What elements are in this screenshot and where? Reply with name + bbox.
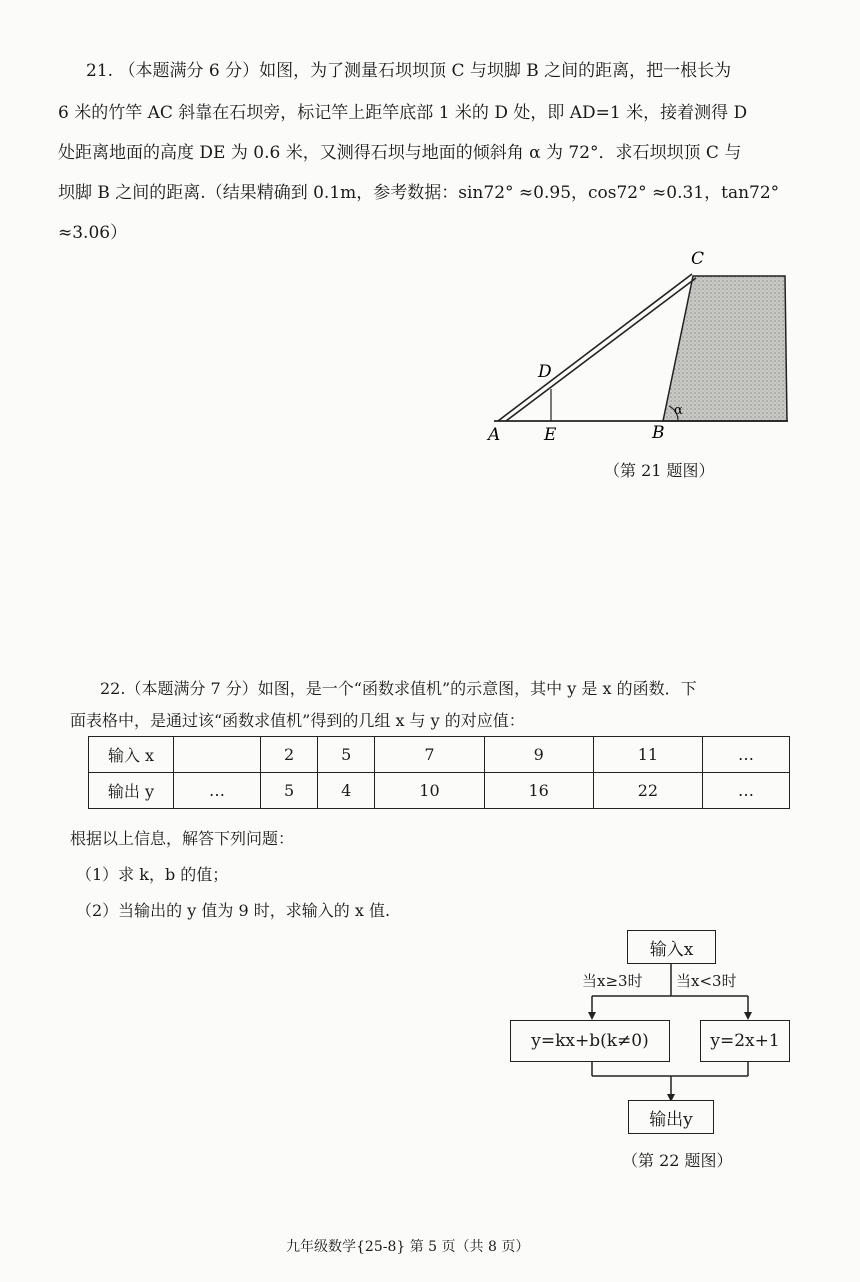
table-cell: 输出 y xyxy=(89,773,174,809)
q22-line-2: 面表格中，是通过该“函数求值机”得到的几组 x 与 y 的对应值： xyxy=(70,711,525,730)
table-cell: 输入 x xyxy=(89,737,174,773)
table-row-output xyxy=(89,773,790,809)
label-b: B xyxy=(652,423,665,443)
flow-left-box: y=kx+b(k≠0) xyxy=(510,1020,670,1062)
flow-branch-left: 当x≥3时 xyxy=(582,972,643,990)
table-cell: 5 xyxy=(318,737,375,773)
table-cell: 22 xyxy=(593,773,702,809)
pole-line-1 xyxy=(498,274,692,421)
table-cell: 9 xyxy=(484,737,593,773)
table-cell: 5 xyxy=(260,773,317,809)
q21-line-3: 处距离地面的高度 DE 为 0.6 米，又测得石坝与地面的倾斜角 α 为 72°．求石坝坝顶 C 与 xyxy=(58,143,742,163)
table-row-input xyxy=(89,737,790,773)
table-cell: 11 xyxy=(593,737,702,773)
table-cell: 4 xyxy=(318,773,375,809)
q21-line-2: 6 米的竹竿 AC 斜靠在石坝旁，标记竿上距竿底部 1 米的 D 处，即 AD=1 米，接着测得 D xyxy=(58,103,748,123)
io-table xyxy=(88,736,790,809)
table-cell: … xyxy=(703,773,790,809)
q21-figure xyxy=(470,240,810,450)
table-cell: … xyxy=(703,737,790,773)
table-cell: 10 xyxy=(375,773,484,809)
q22-sub-1: （1）求 k，b 的值； xyxy=(76,865,229,884)
flow-branch-right: 当x<3时 xyxy=(676,972,737,990)
table-cell xyxy=(174,737,261,773)
q21-line-1: 21. （本题满分 6 分）如图，为了测量石坝坝顶 C 与坝脚 B 之间的距离，把一根长为 xyxy=(86,61,732,81)
q21-line-5: ≈3.06） xyxy=(58,223,128,243)
label-e: E xyxy=(544,425,557,445)
table-cell: … xyxy=(174,773,261,809)
q22-after-table: 根据以上信息，解答下列问题： xyxy=(70,829,295,848)
table-cell: 2 xyxy=(260,737,317,773)
table-cell: 7 xyxy=(375,737,484,773)
label-c: C xyxy=(691,249,705,269)
flow-output-box: 输出y xyxy=(628,1100,714,1134)
flow-right-box: y=2x+1 xyxy=(700,1020,790,1062)
label-alpha: α xyxy=(674,403,683,418)
flow-input-box: 输入x xyxy=(627,930,716,964)
table-cell: 16 xyxy=(484,773,593,809)
q22-caption: （第 22 题图） xyxy=(622,1151,733,1170)
page-footer: 九年级数学{25-8} 第 5 页（共 8 页） xyxy=(286,1239,530,1255)
label-d: D xyxy=(538,362,552,382)
q21-caption: （第 21 题图） xyxy=(604,461,715,480)
q22-sub-2: （2）当输出的 y 值为 9 时，求输入的 x 值. xyxy=(76,901,391,920)
dam-shape xyxy=(663,276,787,421)
label-a: A xyxy=(488,425,501,445)
q21-line-4: 坝脚 B 之间的距离.（结果精确到 0.1m，参考数据：sin72° ≈0.95，cos72° ≈0.31，tan72° xyxy=(58,183,780,203)
q22-line-1: 22.（本题满分 7 分）如图，是一个“函数求值机”的示意图，其中 y 是 x 的函数．下 xyxy=(100,679,697,698)
